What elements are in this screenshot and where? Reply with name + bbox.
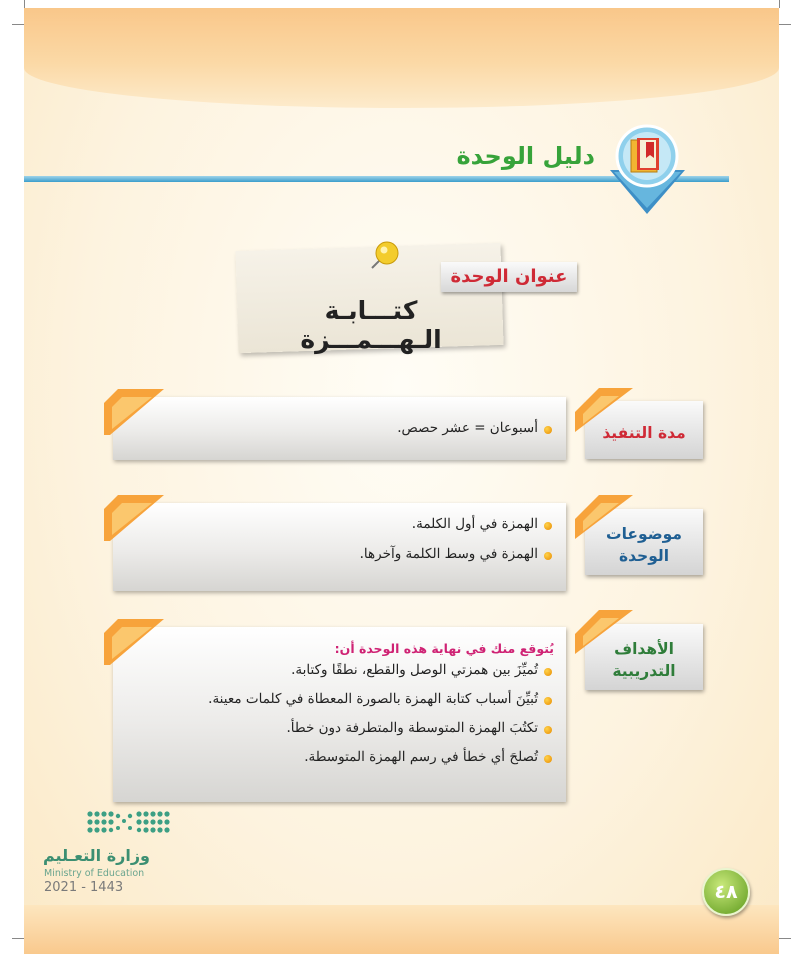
duration-item: أسبوعان = عشر حصص. [113, 420, 554, 436]
ministry-name-english: Ministry of Education [44, 868, 145, 879]
crop-mark [12, 24, 24, 25]
bottom-decorative-band [24, 905, 779, 954]
push-pin-icon [366, 238, 402, 274]
book-emblem-icon [600, 122, 695, 217]
unit-title-tag: عنوان الوحدة [441, 262, 577, 292]
orange-corner-fold-icon [104, 389, 166, 437]
orange-tab-fold-icon [575, 388, 635, 432]
orange-corner-fold-icon [104, 495, 166, 543]
unit-title: كتـــابـة الـهـــمـــزة [300, 296, 442, 354]
topics-box [113, 503, 566, 591]
page-title: دليل الوحدة [456, 142, 595, 170]
top-decorative-band [24, 8, 779, 108]
orange-corner-fold-icon [104, 619, 166, 667]
topics-label-line2: الوحدة [618, 547, 670, 565]
topics-label-line1: موضوعات [606, 524, 682, 543]
duration-label-text: مدة التنفيذ [602, 423, 686, 442]
orange-tab-fold-icon [575, 495, 635, 539]
objectives-item: تكتُبَ الهمزة المتوسطة والمتطرفة دون خطأ. [113, 720, 554, 736]
objectives-item: تُميِّزَ بين همزتي الوصل والقطع، نطقًا وكتابة. [113, 662, 554, 678]
crop-mark [779, 24, 791, 25]
orange-tab-fold-icon [575, 610, 635, 654]
topics-item: الهمزة في وسط الكلمة وآخرها. [113, 546, 554, 562]
objectives-intro: يُتوقع منك في نهاية هذه الوحدة أن: [334, 641, 554, 656]
topics-item: الهمزة في أول الكلمة. [113, 516, 554, 532]
crop-mark [779, 0, 780, 8]
objectives-label-line2: التدريبية [612, 662, 676, 680]
crop-mark [24, 0, 25, 8]
objectives-item: تُبيِّنَ أسباب كتابة الهمزة بالصورة المعطاة في كلمات معينة. [113, 691, 554, 707]
duration-box [113, 397, 566, 460]
crop-mark [12, 938, 24, 939]
objectives-item: تُصلحَ أي خطأ في رسم الهمزة المتوسطة. [113, 749, 554, 765]
objectives-box [113, 627, 566, 802]
objectives-label-line1: الأهداف [614, 639, 674, 658]
edition-year: 2021 - 1443 [44, 880, 124, 895]
crop-mark [779, 938, 791, 939]
ministry-name-arabic: وزارة التعـليم [43, 846, 150, 865]
ministry-logo-icon [44, 808, 180, 844]
page-number: ٤٨ [702, 868, 750, 916]
